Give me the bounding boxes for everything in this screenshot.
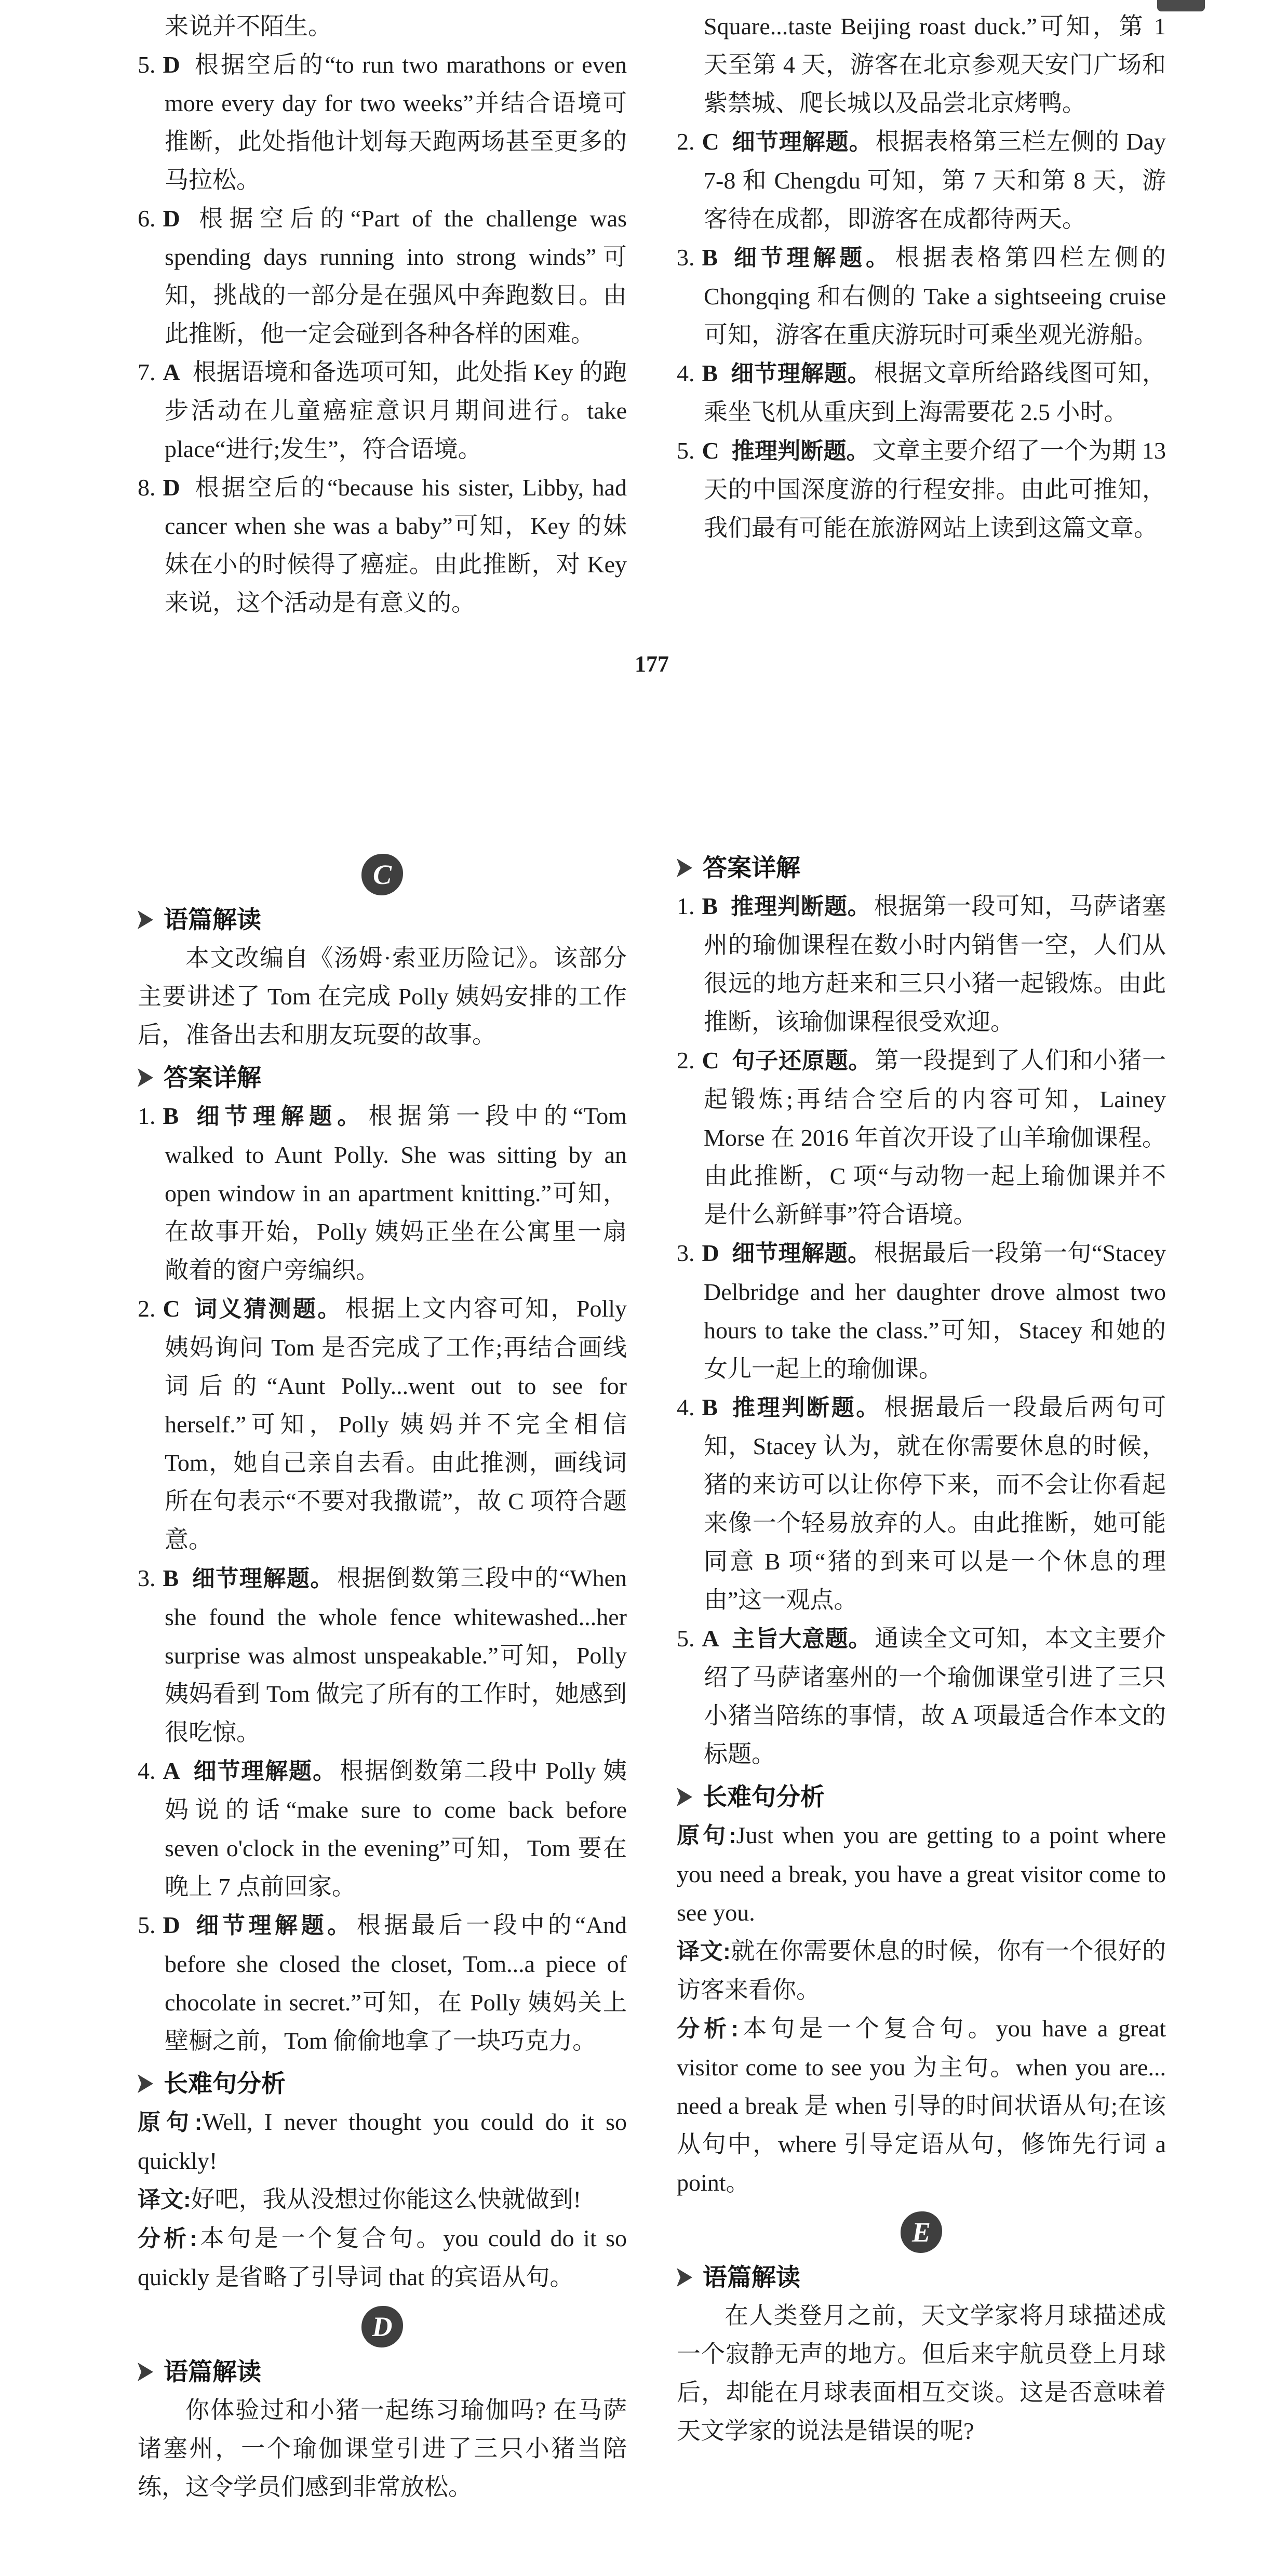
answer-option-letter: B — [702, 244, 718, 271]
section-header-label: 语篇解读 — [703, 2263, 800, 2291]
page1-right-column — [677, 7, 1166, 622]
section-header-label: 语篇解读 — [164, 906, 261, 933]
analysis-text: Just when you are getting to a point where you need a break, you have a great visitor come to see you. — [677, 1822, 1166, 1926]
answer-item — [677, 354, 1166, 432]
answer-item-number: 2. — [138, 1295, 156, 1322]
question-type-label: 句子还原题。 — [731, 1048, 872, 1074]
page-edge-tab — [1157, 0, 1205, 11]
answer-item-number: 1. — [138, 1103, 156, 1129]
question-type-label: 主旨大意题。 — [731, 1626, 872, 1652]
answer-item-number: 4. — [677, 1394, 695, 1420]
answer-item — [138, 46, 627, 199]
answer-explanation-text: 根据文章所给路线图可知，乘坐飞机从重庆到上海需要花 2.5 小时。 — [704, 360, 1166, 425]
answer-item-number: 6. — [138, 205, 156, 232]
answer-item-number: 2. — [677, 128, 695, 155]
analysis-label: 译文: — [677, 1939, 731, 1964]
answer-option-letter: A — [163, 359, 180, 385]
answer-item-number: 4. — [138, 1757, 156, 1784]
answer-explanation-text: 根据空后的“because his sister, Libby, had cancer when she was a baby”可知，Key 的妹妹在小的时候得了癌症。由此推断，对 Key 来说，这个活动是有意义的。 — [165, 474, 627, 616]
answer-item-number: 3. — [677, 244, 695, 271]
answer-explanation-text: 根据表格第三栏左侧的 Day 7-8 和 Chengdu 可知，第 7 天和第 8 天，游客待在成都，即游客在成都待两天。 — [704, 128, 1166, 232]
passage-letter-badge: C — [361, 854, 403, 895]
continued-text: Square...taste Beijing roast duck.”可知，第 1 天至第 4 天，游客在北京参观天安门广场和紫禁城、爬长城以及品尝北京烤鸭。 — [704, 13, 1166, 116]
question-type-label: 推理判断题。 — [730, 1395, 881, 1420]
question-type-label: 细节理解题。 — [192, 1913, 354, 1938]
section-marker-icon — [138, 2363, 153, 2381]
page-number: 177 — [635, 651, 669, 677]
passage-summary-paragraph: 在人类登月之前，天文学家将月球描述成一个寂静无声的地方。但后来宇航员登上月球后，却能在月球表面相互交谈。这是否意味着天文学家的说法是错误的呢? — [677, 2302, 1166, 2444]
answer-explanation-text: 根据倒数第三段中的“When she found the whole fence whitewashed...her surprise was almost unspeakable.”可知，Polly 姨妈看到 Tom 做完了所有的工作时，她感到很吃惊。 — [165, 1565, 627, 1746]
section-marker-icon — [138, 1068, 153, 1087]
answer-item — [138, 1906, 627, 2060]
sentence-analysis-line — [138, 2103, 627, 2180]
answer-explanation-text: 根据上文内容可知，Polly 姨妈询问 Tom 是否完成了工作;再结合画线词后的“Aunt Polly...went out to see for herself.”可知，Polly 姨妈并不完全相信 Tom，她自己亲自去看。由此推测，画线词所在句表示“不要对我撒谎”，故 C 项符合题意。 — [165, 1295, 627, 1553]
section-marker-icon — [677, 858, 692, 877]
answer-explanation-text: 文章主要介绍了一个为期 13 天的中国深度游的行程安排。由此可推知，我们最有可能在旅游网站上读到这篇文章。 — [704, 437, 1166, 541]
answer-explanation-text: 通读全文可知，本文主要介绍了马萨诸塞州的一个瑜伽课堂引进了三只小猪当陪练的事情，故 A 项最适合作本文的标题。 — [704, 1625, 1166, 1767]
analysis-text: 好吧，我从没想过你能这么快就做到! — [191, 2186, 581, 2212]
passage-letter-badge: D — [361, 2306, 403, 2347]
answer-option-letter: C — [702, 437, 719, 464]
analysis-label: 原句: — [138, 2110, 203, 2135]
section-header — [138, 901, 627, 939]
question-type-label: 细节理解题。 — [191, 1104, 366, 1129]
answer-item-number: 5. — [138, 1912, 156, 1938]
answer-item — [138, 1097, 627, 1290]
answer-item — [677, 1619, 1166, 1774]
question-type-label: 词义猜测题。 — [192, 1296, 342, 1322]
section-header-label: 答案详解 — [164, 1064, 261, 1091]
analysis-label: 分析: — [677, 2016, 739, 2042]
content-area — [138, 0, 1166, 2506]
analysis-text: 本句是一个复合句。you could do it so quickly 是省略了引导词 that 的宾语从句。 — [138, 2225, 627, 2290]
answer-item-number: 5. — [677, 1625, 695, 1652]
sentence-analysis-line — [677, 2009, 1166, 2202]
answer-option-letter: D — [163, 205, 180, 232]
answer-item — [138, 1290, 627, 1559]
answer-item — [677, 887, 1166, 1041]
answer-option-letter: D — [702, 1240, 719, 1266]
continued-text: 来说并不陌生。 — [165, 13, 332, 39]
sentence-analysis-line — [138, 2219, 627, 2297]
page1-columns — [138, 7, 1166, 622]
answer-item — [677, 432, 1166, 547]
analysis-text: 就在你需要休息的时候，你有一个很好的访客来看你。 — [677, 1938, 1166, 2003]
answer-option-letter: A — [163, 1757, 180, 1784]
answer-option-letter: B — [163, 1565, 179, 1591]
answer-option-letter: B — [163, 1103, 179, 1129]
question-type-label: 推理判断题。 — [731, 438, 869, 464]
section-marker-icon — [138, 910, 153, 929]
page2-right-column — [677, 844, 1166, 2506]
analysis-label: 原句: — [677, 1823, 736, 1848]
passage-summary-paragraph: 本文改编自《汤姆·索亚历险记》。该部分主要讲述了 Tom 在完成 Polly 姨妈安排的工作后，准备出去和朋友玩耍的故事。 — [138, 945, 627, 1048]
section-header-label: 语篇解读 — [164, 2358, 261, 2385]
question-type-label: 推理判断题。 — [730, 894, 871, 919]
answer-item — [677, 1234, 1166, 1388]
question-type-label: 细节理解题。 — [191, 1566, 334, 1591]
answer-item-number: 5. — [677, 437, 695, 464]
analysis-text: 本句是一个复合句。you have a great visitor come to see you 为主句。when you are... need a break 是 when 引导的时间状语从句;在该从句中，where 引导定语从句，修饰先行词 a point。 — [677, 2015, 1166, 2196]
answer-item — [677, 238, 1166, 354]
answer-explanation-text: 根据第一段可知，马萨诸塞州的瑜伽课程在数小时内销售一空，人们从很远的地方赶来和三只小猪一起锻炼。由此推断，该瑜伽课程很受欢迎。 — [704, 893, 1166, 1035]
analysis-text: Well, I never thought you could do it so quickly! — [138, 2109, 627, 2174]
question-type-label: 细节理解题。 — [731, 1241, 871, 1266]
section-header — [138, 1058, 627, 1097]
question-type-label: 细节理解题。 — [731, 129, 873, 155]
answer-explanation-text: 根据表格第四栏左侧的 Chongqing 和右侧的 Take a sightseeing cruise 可知，游客在重庆游玩时可乘坐观光游船。 — [704, 244, 1166, 348]
section-header — [677, 1778, 1166, 1816]
answer-item-number: 8. — [138, 474, 156, 501]
section-header — [138, 2064, 627, 2103]
passage-badge-row — [677, 2211, 1166, 2253]
answer-option-letter: B — [702, 360, 718, 386]
answer-explanation-text: 根据最后一段最后两句可知，Stacey 认为，就在你需要休息的时候，猪的来访可以让你停下来，而不会让你看起来像一个轻易放弃的人。由此推断，她可能同意 B 项“猪的到来可以是一个休息的理由”这一观点。 — [704, 1394, 1166, 1613]
answer-explanation-text: 根据最后一段中的“And before she closed the closet, Tom...a piece of chocolate in secret.”可知，在 Polly 姨妈关上壁橱之前，Tom 偷偷地拿了一块巧克力。 — [165, 1912, 627, 2054]
page2-left-column — [138, 844, 627, 2506]
sentence-analysis-line — [138, 2180, 627, 2219]
section-header-label: 长难句分析 — [703, 1783, 825, 1810]
answer-explanation-text: 第一段提到了人们和小猪一起锻炼;再结合空后的内容可知，Lainey Morse 在 2016 年首次开设了山羊瑜伽课程。由此推断，C 项“与动物一起上瑜伽课并不是什么新鲜事”符合语境。 — [704, 1047, 1166, 1228]
section-header — [677, 2258, 1166, 2297]
passage-badge-row — [138, 854, 627, 895]
answer-explanation-text: 根据语境和备选项可知，此处指 Key 的跑步活动在儿童癌症意识月期间进行。take place“进行;发生”，符合语境。 — [165, 359, 627, 462]
section-marker-icon — [138, 2074, 153, 2093]
answer-item-number: 3. — [677, 1240, 695, 1266]
section-header — [677, 849, 1166, 887]
answer-option-letter: D — [163, 51, 180, 78]
analysis-label: 分析: — [138, 2226, 197, 2251]
section-header — [138, 2353, 627, 2391]
answer-item — [677, 1388, 1166, 1619]
answer-item-number: 4. — [677, 360, 695, 386]
passage-letter-badge: E — [901, 2211, 942, 2253]
answer-option-letter: D — [163, 474, 180, 501]
answer-option-letter: B — [702, 1394, 718, 1420]
answer-item-number: 5. — [138, 51, 156, 78]
answer-explanation-text: 根据倒数第二段中 Polly 姨妈说的话“make sure to come back before seven o'clock in the evening”可知，Tom 要在晚上 7 点前回家。 — [165, 1757, 627, 1900]
answer-option-letter: C — [702, 128, 719, 155]
question-type-label: 细节理解题。 — [192, 1759, 337, 1784]
answer-option-letter: D — [163, 1912, 180, 1938]
sentence-analysis-line — [677, 1932, 1166, 2009]
answer-item — [677, 123, 1166, 238]
answer-item — [138, 199, 627, 353]
question-type-label: 细节理解题。 — [730, 361, 871, 386]
page2-columns — [138, 844, 1166, 2506]
answer-option-letter: B — [702, 893, 718, 919]
answer-item-number: 2. — [677, 1047, 695, 1074]
answer-item — [138, 353, 627, 468]
page-2 — [138, 844, 1166, 2506]
section-header-label: 长难句分析 — [164, 2070, 286, 2097]
answer-item-number: 1. — [677, 893, 695, 919]
answer-item-number: 3. — [138, 1565, 156, 1591]
section-marker-icon — [677, 1788, 692, 1806]
page-1 — [138, 7, 1166, 683]
answer-explanation-text: 根据空后的“Part of the challenge was spending days running into strong winds”可知，挑战的一部分是在强风中奔跑数日。由此推断，他一定会碰到各种各样的困难。 — [165, 205, 627, 347]
answer-option-letter: C — [163, 1295, 180, 1322]
answer-item — [138, 1752, 627, 1906]
analysis-label: 译文: — [138, 2187, 191, 2212]
answer-explanation-text: 根据空后的“to run two marathons or even more every day for two weeks”并结合语境可推断，此处指他计划每天跑两场甚至更多的马拉松。 — [165, 51, 627, 193]
passage-summary-paragraph: 你体验过和小猪一起练习瑜伽吗? 在马萨诸塞州，一个瑜伽课堂引进了三只小猪当陪练，这令学员们感到非常放松。 — [138, 2397, 627, 2500]
answer-explanation-text: 根据最后一段第一句“Stacey Delbridge and her daughter drove almost two hours to take the class.”可知，Stacey 和她的女儿一起上的瑜伽课。 — [704, 1240, 1166, 1382]
answer-item — [677, 1041, 1166, 1234]
answer-item-number: 7. — [138, 359, 156, 385]
page1-left-column — [138, 7, 627, 622]
answer-option-letter: A — [702, 1625, 719, 1652]
section-marker-icon — [677, 2268, 692, 2287]
answer-item — [138, 1559, 627, 1752]
answer-option-letter: C — [702, 1047, 719, 1074]
passage-badge-row — [138, 2306, 627, 2347]
sentence-analysis-line — [677, 1816, 1166, 1932]
answer-item — [138, 468, 627, 622]
question-type-label: 细节理解题。 — [730, 245, 892, 271]
answer-explanation-text: 根据第一段中的“Tom walked to Aunt Polly. She was sitting by an open window in an apartment knitting.”可知，在故事开始，Polly 姨妈正坐在公寓里一扇敞着的窗户旁编织。 — [165, 1103, 627, 1283]
section-header-label: 答案详解 — [703, 854, 800, 881]
